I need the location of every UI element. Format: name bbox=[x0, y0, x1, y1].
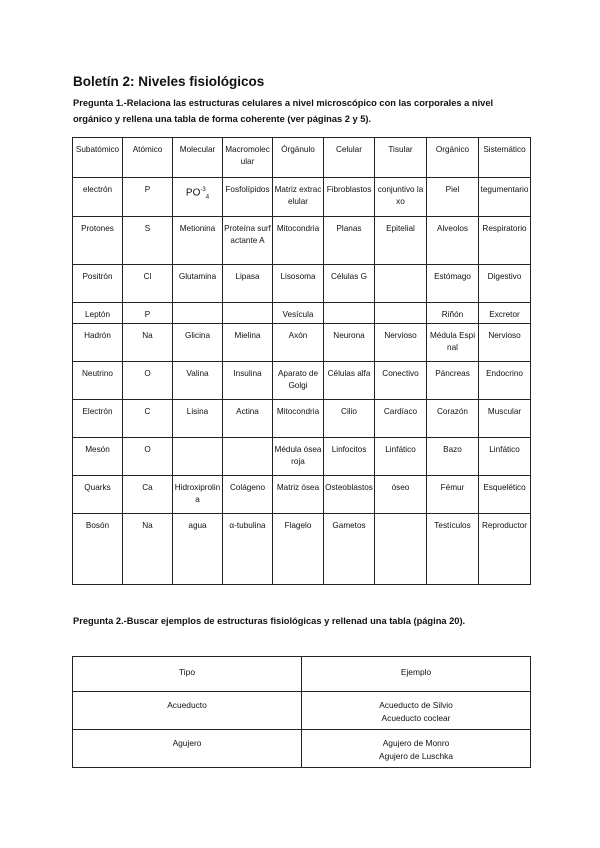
table-cell: Cardíaco bbox=[375, 400, 427, 438]
table-cell: Respiratorio bbox=[479, 217, 531, 265]
table-cell: Cl bbox=[123, 265, 173, 303]
table-cell: Mesón bbox=[73, 438, 123, 476]
table-cell: Planas bbox=[324, 217, 375, 265]
table-cell: Vesícula bbox=[273, 303, 324, 324]
table-cell: Fibroblastos bbox=[324, 178, 375, 217]
table-cell: óseo bbox=[375, 476, 427, 514]
table-cell: Alveolos bbox=[427, 217, 479, 265]
table-cell bbox=[173, 303, 223, 324]
table-cell: Reproductor bbox=[479, 514, 531, 585]
table-row bbox=[73, 324, 531, 362]
table-row bbox=[73, 178, 531, 217]
table-cell: Esquelético bbox=[479, 476, 531, 514]
table-row bbox=[73, 730, 531, 768]
table-cell: Mitocondria bbox=[273, 400, 324, 438]
ejemplo-cell bbox=[302, 730, 531, 768]
column-header: Sistemático bbox=[479, 138, 531, 178]
table-cell: Lisosoma bbox=[273, 265, 324, 303]
table-cell: Colágeno bbox=[223, 476, 273, 514]
table-cell: Axón bbox=[273, 324, 324, 362]
table-cell bbox=[173, 438, 223, 476]
column-header: Celular bbox=[324, 138, 375, 178]
table-cell: Na bbox=[123, 514, 173, 585]
column-header: Tipo bbox=[73, 657, 302, 692]
column-header: Tisular bbox=[375, 138, 427, 178]
table-row bbox=[73, 438, 531, 476]
column-header: Ejemplo bbox=[302, 657, 531, 692]
table-cell: O bbox=[123, 362, 173, 400]
table-row bbox=[73, 692, 531, 730]
table-cell: Endocrino bbox=[479, 362, 531, 400]
tipo-cell: Agujero bbox=[73, 730, 302, 768]
table-cell: Osteoblastos bbox=[324, 476, 375, 514]
column-header: Macromolecular bbox=[223, 138, 273, 178]
table-cell: electrón bbox=[73, 178, 123, 217]
ejemplo-line: Agujero de Monro bbox=[382, 738, 450, 748]
structures-table bbox=[72, 137, 531, 585]
column-header: Órgánulo bbox=[273, 138, 324, 178]
table-row bbox=[73, 265, 531, 303]
table-cell: Metionina bbox=[173, 217, 223, 265]
table-cell bbox=[223, 303, 273, 324]
table-cell: Linfático bbox=[479, 438, 531, 476]
table-cell: Neurona bbox=[324, 324, 375, 362]
table-cell: Corazón bbox=[427, 400, 479, 438]
table-cell: Gametos bbox=[324, 514, 375, 585]
table-cell: C bbox=[123, 400, 173, 438]
ejemplo-line: Agujero de Luschka bbox=[378, 751, 454, 761]
table-cell: Fosfolípidos bbox=[223, 178, 273, 217]
table-cell bbox=[223, 438, 273, 476]
table-row bbox=[73, 400, 531, 438]
table-cell: Hadrón bbox=[73, 324, 123, 362]
table-cell: Na bbox=[123, 324, 173, 362]
ejemplo-line: Acueducto coclear bbox=[381, 713, 451, 723]
table-cell: Bazo bbox=[427, 438, 479, 476]
table-cell: Médula ósea roja bbox=[273, 438, 324, 476]
table-cell: Ca bbox=[123, 476, 173, 514]
table-row bbox=[73, 362, 531, 400]
column-header: Molecular bbox=[173, 138, 223, 178]
table-cell: agua bbox=[173, 514, 223, 585]
ejemplo-cell bbox=[302, 692, 531, 730]
table-cell: conjuntivo laxo bbox=[375, 178, 427, 217]
table-cell: Aparato de Golgi bbox=[273, 362, 324, 400]
tipo-cell: Acueducto bbox=[73, 692, 302, 730]
document-title: Boletín 2: Niveles fisiológicos bbox=[73, 74, 265, 89]
table-cell: Linfático bbox=[375, 438, 427, 476]
table-cell: Células G bbox=[324, 265, 375, 303]
table-cell: Nervioso bbox=[375, 324, 427, 362]
table-cell: Fémur bbox=[427, 476, 479, 514]
table-cell: Epitelial bbox=[375, 217, 427, 265]
question-2: Pregunta 2.-Buscar ejemplos de estructuras fisiológicas y rellenad una tabla (página 20). bbox=[73, 616, 466, 626]
table-cell bbox=[375, 514, 427, 585]
table-header-row bbox=[73, 657, 531, 692]
table-cell: Proteína surfactante A bbox=[223, 217, 273, 265]
examples-table bbox=[72, 656, 531, 768]
table-cell: Lisina bbox=[173, 400, 223, 438]
table-cell: Estómago bbox=[427, 265, 479, 303]
table-cell: Valina bbox=[173, 362, 223, 400]
table-cell: Actina bbox=[223, 400, 273, 438]
table-cell: Mielina bbox=[223, 324, 273, 362]
table-cell: Digestivo bbox=[479, 265, 531, 303]
table-cell: Glicina bbox=[173, 324, 223, 362]
table-cell: Mitocondria bbox=[273, 217, 324, 265]
table-cell: α-tubulina bbox=[223, 514, 273, 585]
table-header-row bbox=[73, 138, 531, 178]
question-1: Pregunta 1.-Relaciona las estructuras celulares a nivel microscópico con las corporales a nivel orgánico y rellena una tabla de forma coherente (ver páginas 2 y 5). bbox=[73, 98, 494, 124]
table-cell: tegumentario bbox=[479, 178, 531, 217]
table-cell: Médula Espinal bbox=[427, 324, 479, 362]
table-cell bbox=[375, 303, 427, 324]
ejemplo-line: Acueducto de Silvio bbox=[379, 700, 453, 710]
table-cell: Neutrino bbox=[73, 362, 123, 400]
table-cell: Piel bbox=[427, 178, 479, 217]
table-cell: Lipasa bbox=[223, 265, 273, 303]
table-cell: Positrón bbox=[73, 265, 123, 303]
table-cell: Hidroxiprolina bbox=[173, 476, 223, 514]
table-row bbox=[73, 514, 531, 585]
table-cell bbox=[375, 265, 427, 303]
table-cell: Bosón bbox=[73, 514, 123, 585]
table-cell: Glutamina bbox=[173, 265, 223, 303]
column-header: Subatómico bbox=[73, 138, 123, 178]
table-cell bbox=[324, 303, 375, 324]
table-cell: Matriz ósea bbox=[273, 476, 324, 514]
table-cell: Nervioso bbox=[479, 324, 531, 362]
table-cell: Riñón bbox=[427, 303, 479, 324]
table-row bbox=[73, 217, 531, 265]
table-cell: Linfocitos bbox=[324, 438, 375, 476]
table-cell: P bbox=[123, 303, 173, 324]
table-cell: Matriz extracelular bbox=[273, 178, 324, 217]
table-cell: S bbox=[123, 217, 173, 265]
table-cell: Conectivo bbox=[375, 362, 427, 400]
table-cell: Muscular bbox=[479, 400, 531, 438]
table-row bbox=[73, 303, 531, 324]
table-cell: Páncreas bbox=[427, 362, 479, 400]
table-cell: Excretor bbox=[479, 303, 531, 324]
table-cell: Cilio bbox=[324, 400, 375, 438]
table-cell: $PO^{-3}_4$ bbox=[173, 178, 223, 217]
table-cell: P bbox=[123, 178, 173, 217]
table-cell: Insulina bbox=[223, 362, 273, 400]
table-cell: O bbox=[123, 438, 173, 476]
table-cell: Electrón bbox=[73, 400, 123, 438]
table-cell: Quarks bbox=[73, 476, 123, 514]
column-header: Atómico bbox=[123, 138, 173, 178]
table-cell: Células alfa bbox=[324, 362, 375, 400]
table-cell: Testículos bbox=[427, 514, 479, 585]
column-header: Orgánico bbox=[427, 138, 479, 178]
table-cell: Leptón bbox=[73, 303, 123, 324]
table-cell: Protones bbox=[73, 217, 123, 265]
table-cell: Flagelo bbox=[273, 514, 324, 585]
table-row bbox=[73, 476, 531, 514]
